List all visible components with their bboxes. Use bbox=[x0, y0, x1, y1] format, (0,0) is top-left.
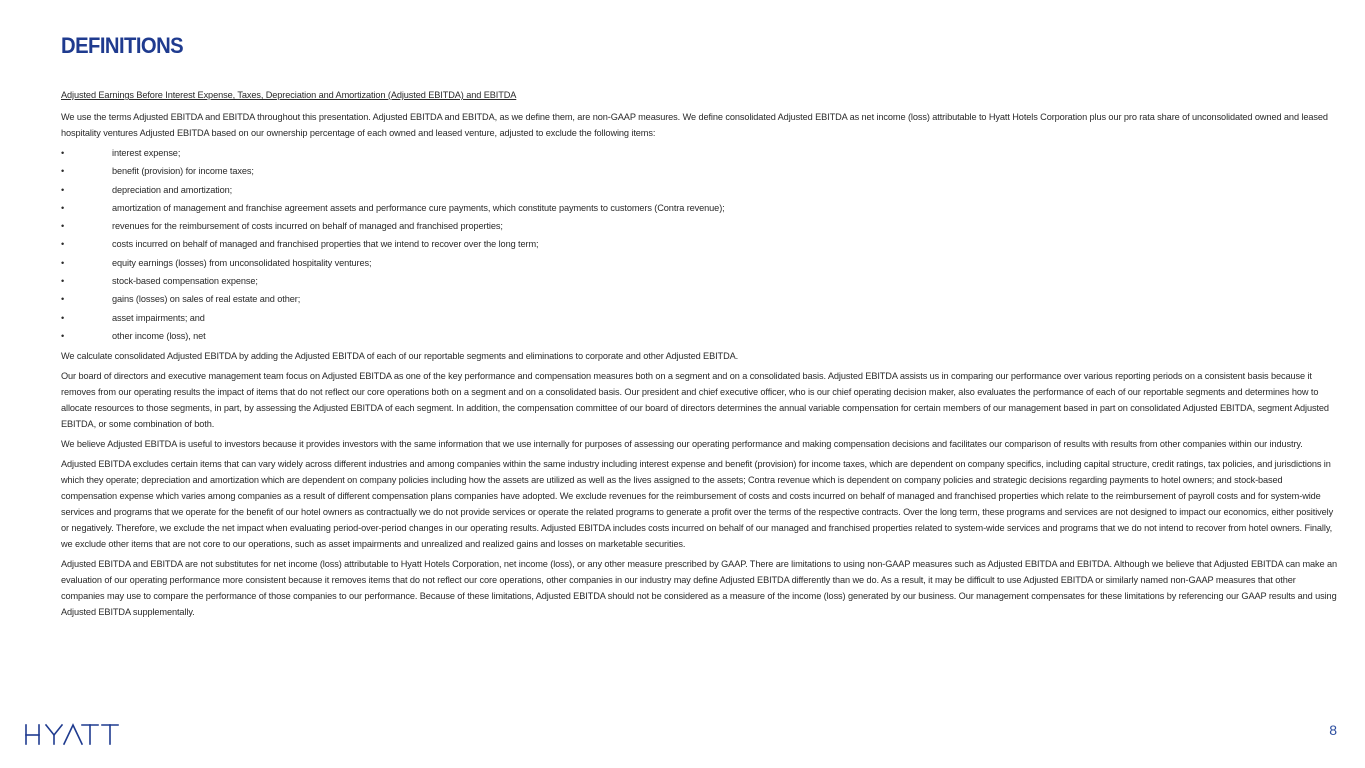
list-item bbox=[61, 216, 1341, 236]
list-item-text: depreciation and amortization; bbox=[112, 184, 233, 195]
list-item-text: revenues for the reimbursement of costs incurred on behalf of managed and franchised properties; bbox=[112, 221, 503, 232]
list-item bbox=[61, 198, 1341, 218]
bullet-icon: • bbox=[61, 239, 65, 250]
paragraph-investor-usefulness: We believe Adjusted EBITDA is useful to investors because it provides investors with the same information that we use internally for purposes of assessing our operating performance and making compensation decisions and facilitates our comparison of results with results from other companies within our industry. bbox=[61, 439, 1303, 450]
bullet-icon: • bbox=[61, 184, 65, 195]
list-item-text: asset impairments; and bbox=[112, 312, 205, 323]
list-item-text: amortization of management and franchise agreement assets and performance cure payments, which constitute payments to customers (Contra revenue); bbox=[112, 202, 725, 213]
definitions-body bbox=[61, 87, 1341, 624]
list-item bbox=[61, 308, 1341, 328]
list-item-text: costs incurred on behalf of managed and franchised properties that we intend to recover over the long term; bbox=[112, 239, 539, 250]
paragraph-board-focus: Our board of directors and executive management team focus on Adjusted EBITDA as one of the key performance and compensation measures both on a segment and on a consolidated basis. Adjusted EBITDA assists us in comparing our performance over various reporting periods on a consistent basis because it removes from our operating results the impact of items that do not reflect our core operations both on a segment and on a consolidated basis. Our president and chief executive officer, who is our chief operating decision maker, also evaluates the performance of each of our reportable segments and determines how to allocate resources to those segments, in part, by assessing the Adjusted EBITDA of each segment. In addition, the compensation committee of our board of directors determines the annual variable compensation for certain members of our management based in part on consolidated Adjusted EBITDA, segment Adjusted EBITDA, or some combination of both. bbox=[61, 371, 1329, 430]
paragraph-limitations: Adjusted EBITDA and EBITDA are not substitutes for net income (loss) attributable to Hyatt Hotels Corporation, net income (loss), or any other measure prescribed by GAAP. There are limitations to using non-GAAP measures such as Adjusted EBITDA and EBITDA. Although we believe that Adjusted EBITDA can make an evaluation of our operating performance more consistent because it removes items that do not reflect our core operations, other companies in our industry may define Adjusted EBITDA differently than we do. As a result, it may be difficult to use Adjusted EBITDA or similarly named non-GAAP measures that other companies may use to compare the performance of those companies to our performance. Because of these limitations, Adjusted EBITDA should not be considered as a measure of the income (loss) generated by our business. Our management compensates for these limitations by referencing our GAAP results and using Adjusted EBITDA supplementally. bbox=[61, 559, 1338, 618]
hyatt-logo bbox=[24, 721, 120, 747]
bullet-icon: • bbox=[61, 166, 65, 177]
list-item-text: stock-based compensation expense; bbox=[112, 276, 258, 287]
list-item-text: gains (losses) on sales of real estate and other; bbox=[112, 294, 301, 305]
list-item bbox=[61, 234, 1341, 254]
list-item bbox=[61, 253, 1341, 273]
list-item-text: benefit (provision) for income taxes; bbox=[112, 166, 254, 177]
list-item-text: other income (loss), net bbox=[112, 330, 206, 341]
excluded-items-list bbox=[61, 143, 1341, 346]
intro-paragraph: We use the terms Adjusted EBITDA and EBITDA throughout this presentation. Adjusted EBITDA and EBITDA, as we define them, are non-GAAP measures. We define consolidated Adjusted EBITDA as net income (loss) attributable to Hyatt Hotels Corporation plus our pro rata share of unconsolidated owned and leased hospitality ventures Adjusted EBITDA based on our ownership percentage of each owned and leased venture, adjusted to exclude the following items: bbox=[61, 112, 1328, 138]
list-item-text: interest expense; bbox=[112, 148, 181, 158]
bullet-icon: • bbox=[61, 202, 65, 213]
list-item bbox=[61, 180, 1341, 200]
bullet-icon: • bbox=[61, 148, 65, 158]
list-item bbox=[61, 143, 1341, 163]
list-item-text: equity earnings (losses) from unconsolidated hospitality ventures; bbox=[112, 257, 372, 268]
list-item bbox=[61, 271, 1341, 291]
page-title: DEFINITIONS bbox=[61, 33, 184, 58]
list-item bbox=[61, 326, 1341, 346]
bullet-icon: • bbox=[61, 312, 65, 323]
bullet-icon: • bbox=[61, 276, 65, 287]
bullet-icon: • bbox=[61, 221, 65, 232]
bullet-icon: • bbox=[61, 330, 65, 341]
paragraph-exclusions: Adjusted EBITDA excludes certain items that can vary widely across different industries and among companies within the same industry including interest expense and benefit (provision) for income taxes, which are dependent on company specifics, including capital structure, credit ratings, tax policies, and jurisdictions in which they operate; depreciation and amortization which are dependent on company policies including how the assets are utilized as well as the lives assigned to the assets; Contra revenue which is dependent on company policies and strategic decisions regarding payments to hotel owners; and stock-based compensation expense which varies among companies as a result of different compensation plans companies have adopted. We exclude revenues for the reimbursement of costs and costs incurred on behalf of managed and franchised properties which relate to the reimbursement of payroll costs and for system-wide services and programs that we operate for the benefit of our hotel owners as contractually we do not provide services or operate the related programs to generate a profit over the terms of the respective contracts. Over the long term, these programs and services are not designed to impact our economics, either positively or negatively. Therefore, we exclude the net impact when evaluating period-over-period changes in our operating results. Adjusted EBITDA includes costs incurred on behalf of our managed and franchised properties related to system-wide services and programs that we do not intend to recover from hotel owners. Finally, we exclude other items that are not core to our operations, such as asset impairments and unrealized and realized gains and losses on marketable securities. bbox=[61, 459, 1334, 550]
list-item bbox=[61, 161, 1341, 181]
page-number: 8 bbox=[1329, 722, 1337, 738]
list-item bbox=[61, 289, 1341, 309]
bullet-icon: • bbox=[61, 294, 65, 305]
section-subheading: Adjusted Earnings Before Interest Expense, Taxes, Depreciation and Amortization (Adjusted EBITDA) and EBITDA bbox=[61, 90, 517, 100]
paragraph-calculation: We calculate consolidated Adjusted EBITDA by adding the Adjusted EBITDA of each of our reportable segments and eliminations to corporate and other Adjusted EBITDA. bbox=[61, 351, 739, 362]
bullet-icon: • bbox=[61, 257, 65, 268]
